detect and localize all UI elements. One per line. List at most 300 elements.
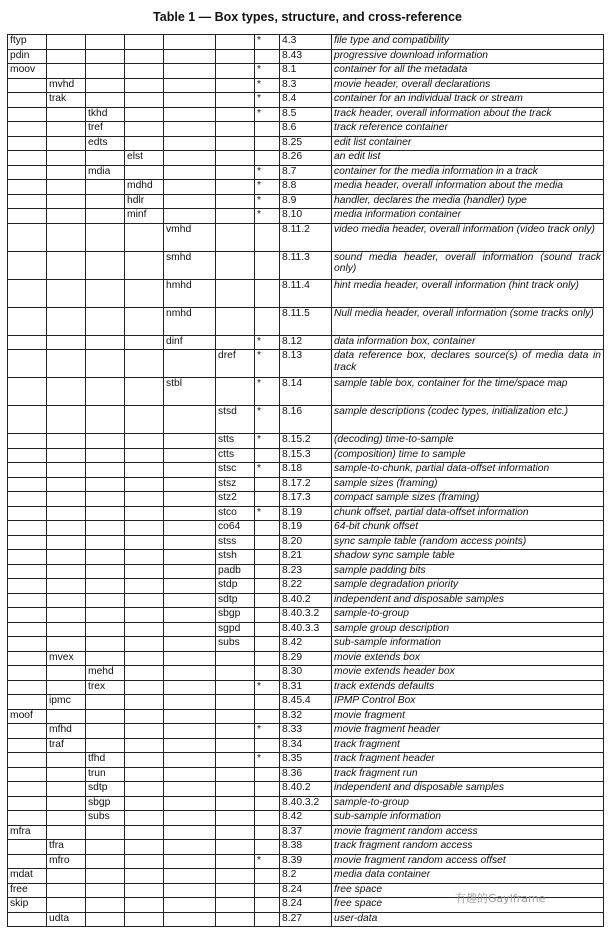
description-cell: shadow sync sample table bbox=[332, 550, 604, 565]
empty-level-cell bbox=[164, 434, 216, 449]
description-cell: movie fragment random access bbox=[332, 825, 604, 840]
mandatory-mark-cell bbox=[255, 49, 280, 64]
section-ref-cell: 8.17.3 bbox=[280, 492, 332, 507]
empty-level-cell bbox=[8, 753, 47, 768]
empty-level-cell bbox=[216, 35, 255, 50]
empty-level-cell bbox=[86, 738, 125, 753]
empty-level-cell bbox=[8, 477, 47, 492]
section-ref-cell: 8.21 bbox=[280, 550, 332, 565]
empty-level-cell bbox=[47, 898, 86, 913]
empty-level-cell bbox=[8, 912, 47, 927]
description-cell: sub-sample information bbox=[332, 811, 604, 826]
description-cell: sample sizes (framing) bbox=[332, 477, 604, 492]
box-name-cell: vmhd bbox=[164, 223, 216, 251]
empty-level-cell bbox=[125, 724, 164, 739]
table-row bbox=[8, 251, 604, 279]
empty-level-cell bbox=[86, 223, 125, 251]
table-row bbox=[8, 608, 604, 623]
mandatory-mark-cell bbox=[255, 767, 280, 782]
empty-level-cell bbox=[86, 883, 125, 898]
empty-level-cell bbox=[47, 825, 86, 840]
description-cell: track fragment random access bbox=[332, 840, 604, 855]
empty-level-cell bbox=[125, 251, 164, 279]
box-name-cell: stsh bbox=[216, 550, 255, 565]
description-cell: movie fragment random access offset bbox=[332, 854, 604, 869]
description-cell: movie extends box bbox=[332, 651, 604, 666]
empty-level-cell bbox=[86, 406, 125, 434]
empty-level-cell bbox=[125, 448, 164, 463]
mandatory-mark-cell bbox=[255, 651, 280, 666]
box-name-cell: hmhd bbox=[164, 279, 216, 307]
watermark-text: 有趣的Gaylframe bbox=[455, 892, 546, 905]
empty-level-cell bbox=[216, 782, 255, 797]
empty-level-cell bbox=[216, 223, 255, 251]
table-row bbox=[8, 854, 604, 869]
empty-level-cell bbox=[164, 608, 216, 623]
empty-level-cell bbox=[47, 350, 86, 378]
empty-level-cell bbox=[8, 448, 47, 463]
table-row bbox=[8, 724, 604, 739]
empty-level-cell bbox=[8, 463, 47, 478]
empty-level-cell bbox=[164, 521, 216, 536]
empty-level-cell bbox=[164, 550, 216, 565]
empty-level-cell bbox=[216, 680, 255, 695]
mandatory-mark-cell: * bbox=[255, 724, 280, 739]
box-name-cell: stdp bbox=[216, 579, 255, 594]
description-cell: sample degradation priority bbox=[332, 579, 604, 594]
section-ref-cell: 8.24 bbox=[280, 898, 332, 913]
description-cell: free space bbox=[332, 898, 604, 913]
empty-level-cell bbox=[216, 738, 255, 753]
table-row bbox=[8, 463, 604, 478]
section-ref-cell: 8.15.3 bbox=[280, 448, 332, 463]
mandatory-mark-cell: * bbox=[255, 753, 280, 768]
table-row bbox=[8, 912, 604, 927]
empty-level-cell bbox=[164, 535, 216, 550]
empty-level-cell bbox=[125, 93, 164, 108]
empty-level-cell bbox=[86, 840, 125, 855]
empty-level-cell bbox=[8, 564, 47, 579]
empty-level-cell bbox=[47, 622, 86, 637]
empty-level-cell bbox=[47, 637, 86, 652]
empty-level-cell bbox=[8, 223, 47, 251]
empty-level-cell bbox=[47, 492, 86, 507]
empty-level-cell bbox=[8, 593, 47, 608]
table-row bbox=[8, 209, 604, 224]
table-row bbox=[8, 279, 604, 307]
table-row bbox=[8, 223, 604, 251]
section-ref-cell: 8.11.5 bbox=[280, 307, 332, 335]
empty-level-cell bbox=[216, 666, 255, 681]
box-name-cell: stts bbox=[216, 434, 255, 449]
box-name-cell: subs bbox=[216, 637, 255, 652]
box-name-cell: trex bbox=[86, 680, 125, 695]
empty-level-cell bbox=[216, 724, 255, 739]
mandatory-mark-cell: * bbox=[255, 406, 280, 434]
box-name-cell: free bbox=[8, 883, 47, 898]
empty-level-cell bbox=[164, 724, 216, 739]
empty-level-cell bbox=[125, 434, 164, 449]
empty-level-cell bbox=[164, 680, 216, 695]
empty-level-cell bbox=[47, 251, 86, 279]
description-cell: sync sample table (random access points) bbox=[332, 535, 604, 550]
box-name-cell: smhd bbox=[164, 251, 216, 279]
box-name-cell: stz2 bbox=[216, 492, 255, 507]
description-cell: movie header, overall declarations bbox=[332, 78, 604, 93]
table-row bbox=[8, 869, 604, 884]
empty-level-cell bbox=[125, 492, 164, 507]
empty-level-cell bbox=[86, 869, 125, 884]
empty-level-cell bbox=[125, 165, 164, 180]
empty-level-cell bbox=[164, 811, 216, 826]
empty-level-cell bbox=[47, 477, 86, 492]
empty-level-cell bbox=[8, 622, 47, 637]
empty-level-cell bbox=[164, 136, 216, 151]
table-row bbox=[8, 448, 604, 463]
table-row bbox=[8, 180, 604, 195]
empty-level-cell bbox=[47, 753, 86, 768]
section-ref-cell: 8.2 bbox=[280, 869, 332, 884]
empty-level-cell bbox=[8, 724, 47, 739]
section-ref-cell: 8.17.2 bbox=[280, 477, 332, 492]
empty-level-cell bbox=[8, 335, 47, 350]
mandatory-mark-cell bbox=[255, 912, 280, 927]
mandatory-mark-cell bbox=[255, 136, 280, 151]
mandatory-mark-cell bbox=[255, 898, 280, 913]
box-name-cell: skip bbox=[8, 898, 47, 913]
description-cell: container for the media information in a track bbox=[332, 165, 604, 180]
description-cell: sample descriptions (codec types, initialization etc.) bbox=[332, 406, 604, 434]
section-ref-cell: 8.9 bbox=[280, 194, 332, 209]
empty-level-cell bbox=[216, 869, 255, 884]
empty-level-cell bbox=[8, 767, 47, 782]
box-name-cell: mdia bbox=[86, 165, 125, 180]
empty-level-cell bbox=[86, 209, 125, 224]
table-row bbox=[8, 651, 604, 666]
empty-level-cell bbox=[125, 49, 164, 64]
empty-level-cell bbox=[86, 492, 125, 507]
mandatory-mark-cell: * bbox=[255, 434, 280, 449]
empty-level-cell bbox=[86, 550, 125, 565]
empty-level-cell bbox=[8, 180, 47, 195]
box-name-cell: sbgp bbox=[216, 608, 255, 623]
empty-level-cell bbox=[86, 434, 125, 449]
section-ref-cell: 8.13 bbox=[280, 350, 332, 378]
empty-level-cell bbox=[164, 622, 216, 637]
empty-level-cell bbox=[125, 521, 164, 536]
section-ref-cell: 8.35 bbox=[280, 753, 332, 768]
section-ref-cell: 8.14 bbox=[280, 378, 332, 406]
table-row bbox=[8, 492, 604, 507]
section-ref-cell: 8.18 bbox=[280, 463, 332, 478]
description-cell: (decoding) time-to-sample bbox=[332, 434, 604, 449]
box-name-cell: tkhd bbox=[86, 107, 125, 122]
empty-level-cell bbox=[47, 448, 86, 463]
box-name-cell: sdtp bbox=[86, 782, 125, 797]
box-name-cell: minf bbox=[125, 209, 164, 224]
box-name-cell: co64 bbox=[216, 521, 255, 536]
empty-level-cell bbox=[164, 122, 216, 137]
empty-level-cell bbox=[125, 579, 164, 594]
empty-level-cell bbox=[86, 724, 125, 739]
empty-level-cell bbox=[125, 753, 164, 768]
empty-level-cell bbox=[125, 695, 164, 710]
description-cell: movie extends header box bbox=[332, 666, 604, 681]
box-types-table bbox=[7, 34, 604, 927]
box-name-cell: stsz bbox=[216, 477, 255, 492]
empty-level-cell bbox=[164, 796, 216, 811]
description-cell: independent and disposable samples bbox=[332, 593, 604, 608]
description-cell: sample-to-group bbox=[332, 796, 604, 811]
box-name-cell: padb bbox=[216, 564, 255, 579]
box-name-cell: mfro bbox=[47, 854, 86, 869]
empty-level-cell bbox=[47, 883, 86, 898]
empty-level-cell bbox=[164, 651, 216, 666]
empty-level-cell bbox=[8, 350, 47, 378]
empty-level-cell bbox=[47, 49, 86, 64]
empty-level-cell bbox=[86, 335, 125, 350]
table-row bbox=[8, 593, 604, 608]
empty-level-cell bbox=[125, 279, 164, 307]
description-cell: track fragment run bbox=[332, 767, 604, 782]
empty-level-cell bbox=[47, 107, 86, 122]
section-ref-cell: 8.40.3.2 bbox=[280, 608, 332, 623]
empty-level-cell bbox=[86, 651, 125, 666]
description-cell: progressive download information bbox=[332, 49, 604, 64]
description-cell: track reference container bbox=[332, 122, 604, 137]
table-row bbox=[8, 406, 604, 434]
table-row bbox=[8, 477, 604, 492]
box-name-cell: mfhd bbox=[47, 724, 86, 739]
empty-level-cell bbox=[125, 666, 164, 681]
empty-level-cell bbox=[164, 180, 216, 195]
empty-level-cell bbox=[47, 378, 86, 406]
empty-level-cell bbox=[86, 521, 125, 536]
description-cell: Null media header, overall information (some tracks only) bbox=[332, 307, 604, 335]
box-name-cell: ftyp bbox=[8, 35, 47, 50]
box-name-cell: sbgp bbox=[86, 796, 125, 811]
empty-level-cell bbox=[164, 854, 216, 869]
empty-level-cell bbox=[8, 122, 47, 137]
box-name-cell: trun bbox=[86, 767, 125, 782]
empty-level-cell bbox=[8, 93, 47, 108]
empty-level-cell bbox=[164, 448, 216, 463]
empty-level-cell bbox=[8, 434, 47, 449]
box-name-cell: elst bbox=[125, 151, 164, 166]
table-row bbox=[8, 521, 604, 536]
table-row bbox=[8, 107, 604, 122]
table-row bbox=[8, 622, 604, 637]
section-ref-cell: 8.10 bbox=[280, 209, 332, 224]
empty-level-cell bbox=[216, 335, 255, 350]
section-ref-cell: 8.7 bbox=[280, 165, 332, 180]
section-ref-cell: 8.22 bbox=[280, 579, 332, 594]
table-row bbox=[8, 165, 604, 180]
description-cell: sound media header, overall information (sound track only) bbox=[332, 251, 604, 279]
empty-level-cell bbox=[164, 209, 216, 224]
empty-level-cell bbox=[86, 151, 125, 166]
table-row bbox=[8, 335, 604, 350]
description-cell: an edit list bbox=[332, 151, 604, 166]
empty-level-cell bbox=[125, 122, 164, 137]
empty-level-cell bbox=[125, 912, 164, 927]
mandatory-mark-cell bbox=[255, 840, 280, 855]
empty-level-cell bbox=[216, 93, 255, 108]
table-row bbox=[8, 535, 604, 550]
table-row bbox=[8, 64, 604, 79]
empty-level-cell bbox=[8, 651, 47, 666]
mandatory-mark-cell bbox=[255, 521, 280, 536]
section-ref-cell: 8.40.3.2 bbox=[280, 796, 332, 811]
empty-level-cell bbox=[125, 680, 164, 695]
empty-level-cell bbox=[164, 869, 216, 884]
empty-level-cell bbox=[8, 579, 47, 594]
mandatory-mark-cell bbox=[255, 608, 280, 623]
description-cell: container for all the metadata bbox=[332, 64, 604, 79]
section-ref-cell: 8.31 bbox=[280, 680, 332, 695]
empty-level-cell bbox=[47, 434, 86, 449]
empty-level-cell bbox=[164, 477, 216, 492]
box-name-cell: hdlr bbox=[125, 194, 164, 209]
section-ref-cell: 8.43 bbox=[280, 49, 332, 64]
mandatory-mark-cell: * bbox=[255, 107, 280, 122]
box-name-cell: trak bbox=[47, 93, 86, 108]
table-row bbox=[8, 151, 604, 166]
empty-level-cell bbox=[47, 180, 86, 195]
empty-level-cell bbox=[47, 279, 86, 307]
empty-level-cell bbox=[47, 64, 86, 79]
description-cell: data information box, container bbox=[332, 335, 604, 350]
box-name-cell: mdhd bbox=[125, 180, 164, 195]
empty-level-cell bbox=[86, 448, 125, 463]
table-row bbox=[8, 136, 604, 151]
empty-level-cell bbox=[86, 622, 125, 637]
table-row bbox=[8, 434, 604, 449]
empty-level-cell bbox=[125, 463, 164, 478]
section-ref-cell: 8.42 bbox=[280, 637, 332, 652]
section-ref-cell: 8.40.2 bbox=[280, 782, 332, 797]
section-ref-cell: 8.1 bbox=[280, 64, 332, 79]
empty-level-cell bbox=[164, 709, 216, 724]
empty-level-cell bbox=[125, 550, 164, 565]
section-ref-cell: 8.16 bbox=[280, 406, 332, 434]
mandatory-mark-cell bbox=[255, 622, 280, 637]
section-ref-cell: 8.19 bbox=[280, 506, 332, 521]
mandatory-mark-cell bbox=[255, 564, 280, 579]
empty-level-cell bbox=[164, 350, 216, 378]
empty-level-cell bbox=[216, 840, 255, 855]
empty-level-cell bbox=[47, 463, 86, 478]
empty-level-cell bbox=[86, 378, 125, 406]
empty-level-cell bbox=[164, 579, 216, 594]
empty-level-cell bbox=[8, 279, 47, 307]
empty-level-cell bbox=[125, 335, 164, 350]
mandatory-mark-cell: * bbox=[255, 194, 280, 209]
empty-level-cell bbox=[86, 350, 125, 378]
empty-level-cell bbox=[8, 738, 47, 753]
empty-level-cell bbox=[47, 136, 86, 151]
empty-level-cell bbox=[47, 35, 86, 50]
description-cell: movie fragment bbox=[332, 709, 604, 724]
empty-level-cell bbox=[216, 709, 255, 724]
empty-level-cell bbox=[164, 165, 216, 180]
empty-level-cell bbox=[164, 782, 216, 797]
empty-level-cell bbox=[47, 550, 86, 565]
description-cell: IPMP Control Box bbox=[332, 695, 604, 710]
empty-level-cell bbox=[8, 666, 47, 681]
table-row bbox=[8, 709, 604, 724]
empty-level-cell bbox=[47, 608, 86, 623]
empty-level-cell bbox=[125, 608, 164, 623]
empty-level-cell bbox=[86, 35, 125, 50]
empty-level-cell bbox=[125, 796, 164, 811]
empty-level-cell bbox=[216, 136, 255, 151]
empty-level-cell bbox=[164, 463, 216, 478]
section-ref-cell: 8.30 bbox=[280, 666, 332, 681]
table-row bbox=[8, 378, 604, 406]
empty-level-cell bbox=[216, 825, 255, 840]
empty-level-cell bbox=[216, 898, 255, 913]
empty-level-cell bbox=[164, 767, 216, 782]
description-cell: handler, declares the media (handler) type bbox=[332, 194, 604, 209]
box-name-cell: dinf bbox=[164, 335, 216, 350]
empty-level-cell bbox=[8, 194, 47, 209]
table-body bbox=[8, 35, 604, 927]
empty-level-cell bbox=[125, 307, 164, 335]
box-name-cell: sgpd bbox=[216, 622, 255, 637]
table-row bbox=[8, 49, 604, 64]
mandatory-mark-cell bbox=[255, 151, 280, 166]
empty-level-cell bbox=[8, 680, 47, 695]
mandatory-mark-cell bbox=[255, 811, 280, 826]
empty-level-cell bbox=[164, 151, 216, 166]
section-ref-cell: 8.4 bbox=[280, 93, 332, 108]
empty-level-cell bbox=[125, 64, 164, 79]
empty-level-cell bbox=[47, 307, 86, 335]
empty-level-cell bbox=[47, 782, 86, 797]
empty-level-cell bbox=[216, 49, 255, 64]
description-cell: (composition) time to sample bbox=[332, 448, 604, 463]
mandatory-mark-cell: * bbox=[255, 350, 280, 378]
empty-level-cell bbox=[8, 535, 47, 550]
empty-level-cell bbox=[8, 550, 47, 565]
table-row bbox=[8, 78, 604, 93]
empty-level-cell bbox=[164, 64, 216, 79]
box-name-cell: pdin bbox=[8, 49, 47, 64]
empty-level-cell bbox=[8, 637, 47, 652]
description-cell: sample table box, container for the time/space map bbox=[332, 378, 604, 406]
description-cell: video media header, overall information (video track only) bbox=[332, 223, 604, 251]
table-row bbox=[8, 666, 604, 681]
table-caption: Table 1 — Box types, structure, and cross-reference bbox=[153, 10, 462, 24]
empty-level-cell bbox=[125, 564, 164, 579]
empty-level-cell bbox=[8, 151, 47, 166]
empty-level-cell bbox=[125, 406, 164, 434]
empty-level-cell bbox=[125, 535, 164, 550]
table-row bbox=[8, 637, 604, 652]
mandatory-mark-cell bbox=[255, 796, 280, 811]
empty-level-cell bbox=[125, 637, 164, 652]
empty-level-cell bbox=[216, 767, 255, 782]
description-cell: user-data bbox=[332, 912, 604, 927]
description-cell: 64-bit chunk offset bbox=[332, 521, 604, 536]
empty-level-cell bbox=[8, 695, 47, 710]
section-ref-cell: 8.37 bbox=[280, 825, 332, 840]
empty-level-cell bbox=[216, 854, 255, 869]
description-cell: edit list container bbox=[332, 136, 604, 151]
box-name-cell: mvhd bbox=[47, 78, 86, 93]
empty-level-cell bbox=[86, 579, 125, 594]
